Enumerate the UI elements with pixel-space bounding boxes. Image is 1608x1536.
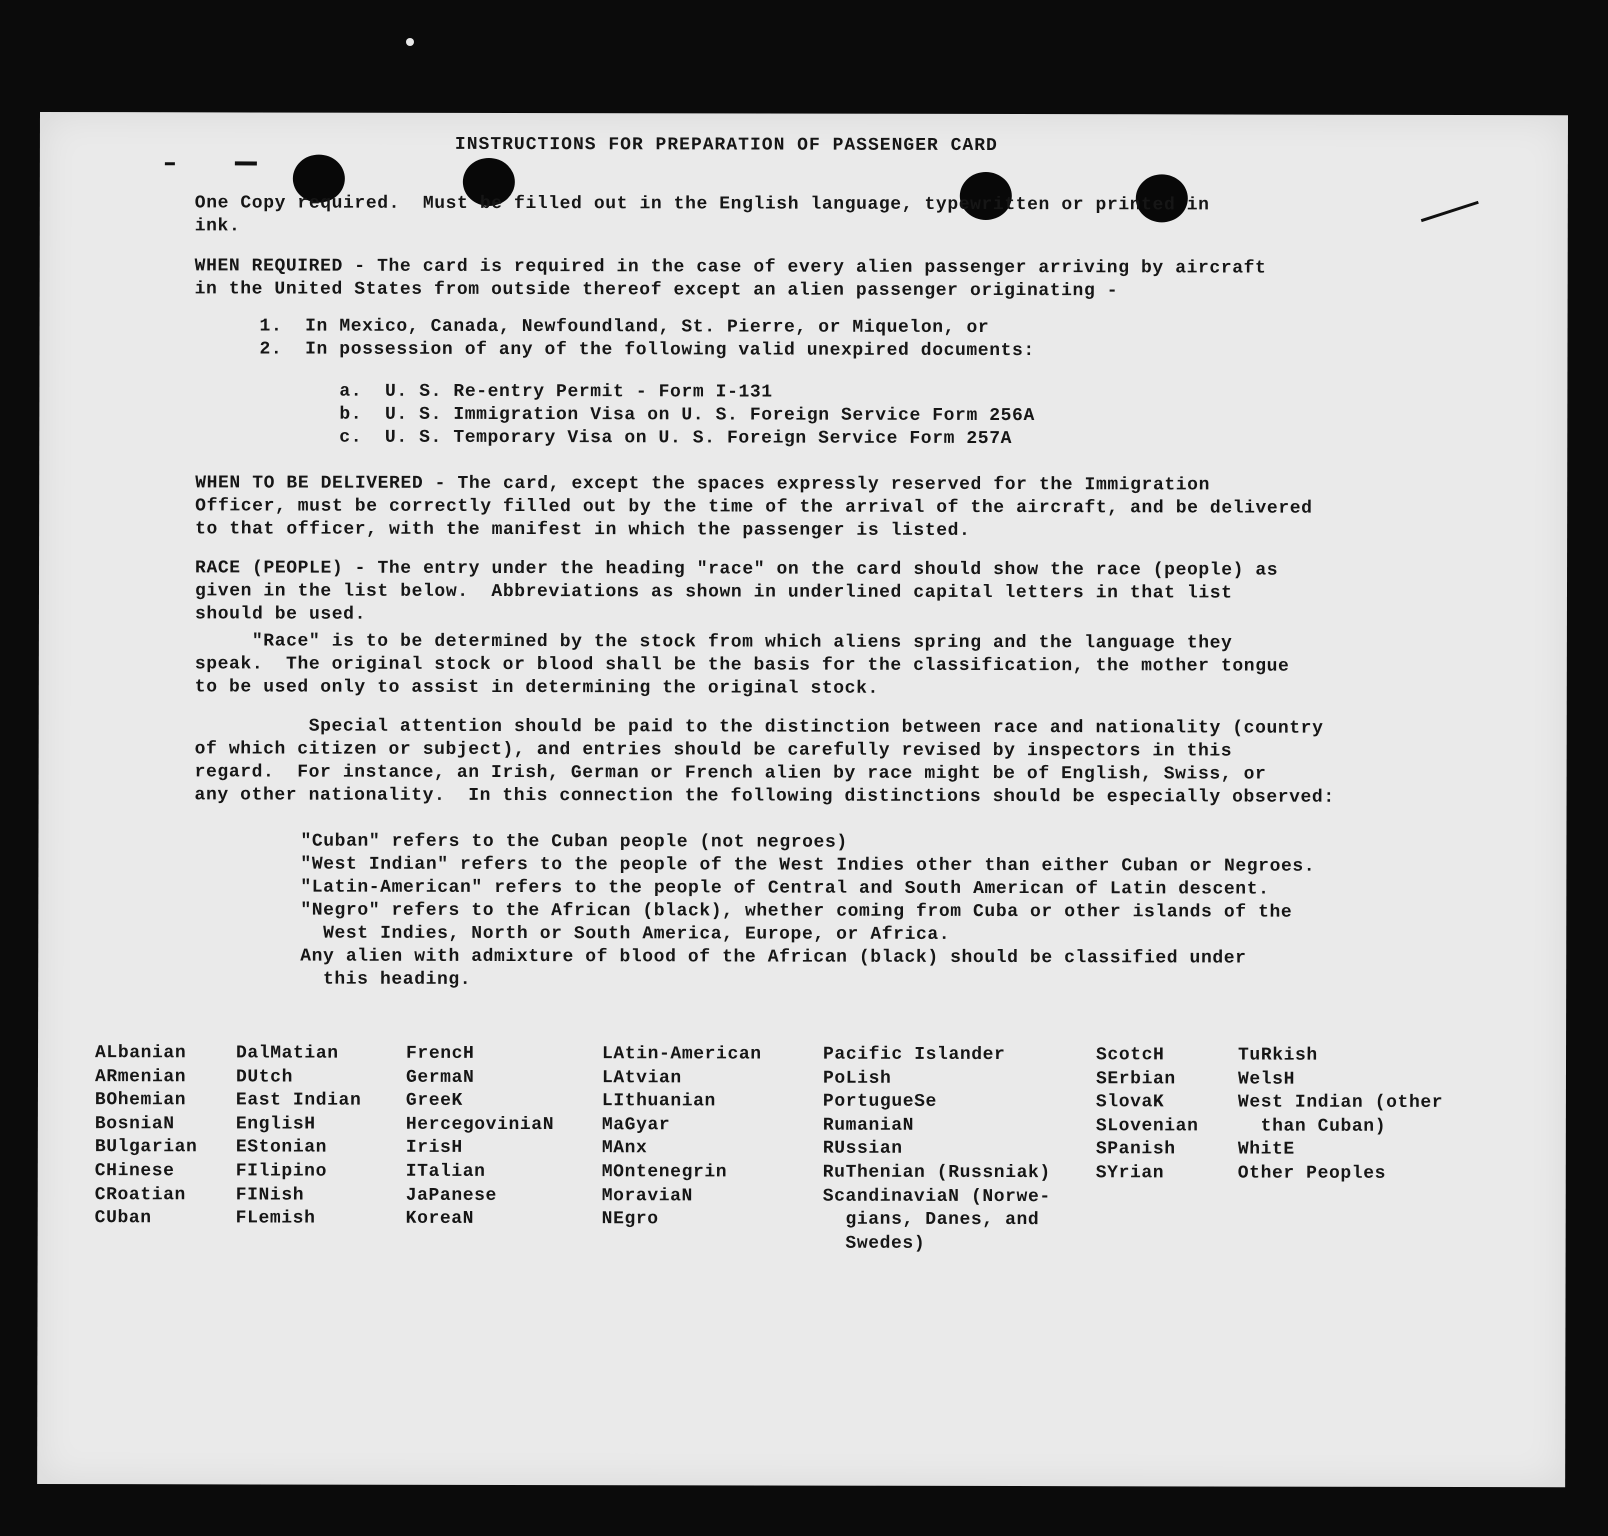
race-item: WelsH — [1237, 1069, 1296, 1090]
race-item: PortugueSe — [822, 1091, 937, 1113]
race-column — [1096, 1044, 1199, 1186]
race-item: IrisH — [405, 1138, 463, 1159]
race-item: SErbian — [1095, 1068, 1176, 1089]
race-item: MaGyar — [601, 1114, 671, 1136]
race-item: SLovenian — [1095, 1115, 1199, 1137]
race-item: SPanish — [1095, 1139, 1176, 1160]
race-item: CRoatian — [94, 1184, 186, 1205]
race-item: SlovaK — [1095, 1092, 1165, 1113]
race-item: DUtch — [235, 1067, 294, 1088]
race-item: ScotcH — [1096, 1045, 1165, 1066]
race-item: WhitE — [1237, 1139, 1295, 1161]
race-item: FLemish — [235, 1208, 316, 1229]
race-item: EnglisH — [235, 1114, 316, 1135]
race-column — [236, 1042, 362, 1231]
race-column — [823, 1044, 1051, 1257]
race-item: CUban — [94, 1208, 152, 1229]
race-item: Swedes) — [822, 1233, 926, 1254]
race-item: LAtin-American — [602, 1044, 762, 1065]
race-determined-paragraph: "Race" is to be determined by the stock from which aliens spring and the language they speak. The original stock or blood shall be the basis for the classification, the mother tongue to be used only to assist in determining the original stock. — [194, 631, 1290, 699]
race-item: RUssian — [822, 1139, 903, 1160]
race-item: ITalian — [405, 1161, 486, 1182]
race-item: CHinese — [94, 1161, 175, 1182]
race-item: FINish — [235, 1184, 305, 1206]
race-column — [95, 1042, 198, 1231]
race-item: NEgro — [601, 1209, 659, 1230]
race-item: HercegoviniaN — [405, 1114, 555, 1135]
stray-mark — [235, 161, 257, 165]
race-item: Pacific Islander — [823, 1044, 1006, 1066]
special-attention-paragraph: Special attention should be paid to the distinction between race and nationality (country of which citizen or subject), and entries should be carefully revised by inspectors in this regard. For instance, an Irish, German or French alien by race might be of English, Swiss, or any other nationality. In this connection the following distinctions should be especially observed: — [194, 716, 1335, 808]
distinctions-list: "Cuban" refers to the Cuban people (not negroes) "West Indian" refers to the people of the West Indies other than either Cuban or Negroes. "Latin-American" refers to the people of Central and South American of Latin descent. "Negro" refers to the African (black), whether coming from Cuba or other islands of the West Indies, North or South America, Europe, or Africa. Any alien with admixture of blood of the African (black) should be classified under this heading. — [300, 831, 1316, 990]
race-item: PoLish — [822, 1068, 892, 1089]
race-column — [1238, 1045, 1444, 1187]
stray-mark — [1421, 201, 1479, 222]
when-delivered-paragraph: WHEN TO BE DELIVERED - The card, except the spaces expressly reserved for the Immigration Officer, must be correctly filled out by the time of the arrival of the aircraft, and be delivered to that officer, with the manifest in which the passenger is listed. — [195, 473, 1313, 541]
race-item: FIlipino — [235, 1161, 328, 1182]
intro-paragraph: One Copy required. Must be filled out in the English language, typewritten or printed in ink. — [194, 193, 1210, 237]
numbered-item: 1. In Mexico, Canada, Newfoundland, St. Pierre, or Miquelon, or — [259, 316, 990, 338]
race-item: Other Peoples — [1237, 1163, 1387, 1184]
race-item: GreeK — [405, 1090, 463, 1112]
race-item: BUlgarian — [94, 1137, 198, 1158]
lettered-item: c. U. S. Temporary Visa on U. S. Foreign Service Form 257A — [339, 427, 1013, 450]
race-item: LIthuanian — [601, 1091, 716, 1112]
race-item: LAtvian — [601, 1067, 682, 1088]
stray-mark — [165, 162, 175, 165]
lettered-item: b. U. S. Immigration Visa on U. S. Foreign Service Form 256A — [339, 404, 1035, 427]
race-item: BOhemian — [94, 1090, 187, 1111]
race-item: DalMatian — [236, 1043, 339, 1064]
race-item: JaPanese — [405, 1185, 497, 1206]
race-item: RuThenian (Russniak) — [822, 1162, 1051, 1184]
numbered-item: 2. In possession of any of the following valid unexpired documents: — [259, 339, 1035, 362]
race-item: ARmenian — [94, 1066, 187, 1087]
race-item: MoraviaN — [601, 1185, 693, 1206]
numbered-list — [259, 315, 1034, 363]
race-people-paragraph: RACE (PEOPLE) - The entry under the heading "race" on the card should show the race (people) as given in the list below. Abbreviations as shown in underlined capital letters in that list should be used. — [194, 558, 1279, 625]
lettered-item: a. U. S. Re-entry Permit - Form I-131 — [339, 381, 773, 403]
race-item: BosniaN — [94, 1113, 175, 1135]
dust-speck — [406, 38, 414, 46]
race-item: TuRkish — [1238, 1045, 1318, 1066]
lettered-list — [339, 381, 1035, 451]
race-item: gians, Danes, and — [822, 1209, 1040, 1231]
race-item: than Cuban) — [1237, 1116, 1387, 1137]
race-item: RumaniaN — [822, 1115, 915, 1136]
race-item: MAnx — [601, 1138, 648, 1159]
document-page — [37, 112, 1568, 1487]
race-item: KoreaN — [405, 1208, 475, 1230]
race-column — [406, 1043, 555, 1232]
race-item: West Indian (other — [1237, 1092, 1444, 1114]
race-item: SYrian — [1095, 1163, 1165, 1184]
race-column — [602, 1043, 762, 1232]
when-required-paragraph: WHEN REQUIRED - The card is required in the case of every alien passenger arriving by aircraft in the United States from outside thereof except an alien passenger originating - — [194, 256, 1267, 302]
race-item: ScandinaviaN (Norwe- — [822, 1186, 1051, 1207]
race-item: GermaN — [405, 1067, 475, 1088]
race-item: FrencH — [406, 1043, 475, 1064]
race-item: MOntenegrin — [601, 1162, 728, 1183]
race-item: ALbanian — [95, 1043, 187, 1064]
race-item: EStonian — [235, 1137, 328, 1158]
page-title: INSTRUCTIONS FOR PREPARATION OF PASSENGER CARD — [454, 134, 998, 157]
race-item: East Indian — [235, 1090, 362, 1111]
